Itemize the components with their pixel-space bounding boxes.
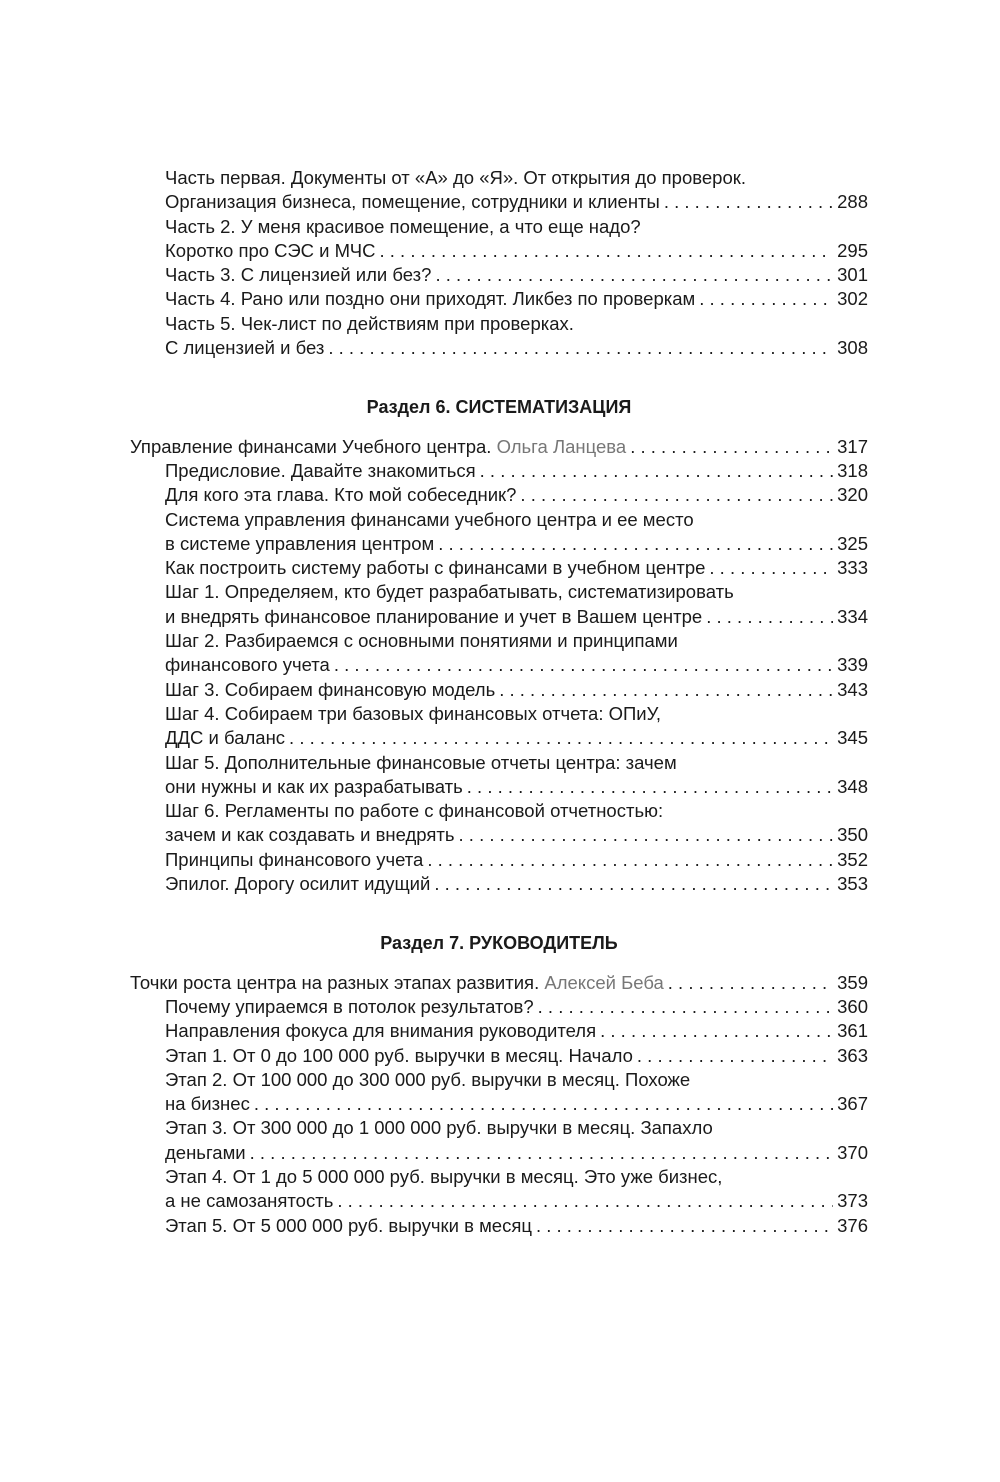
page-number: 370 [837, 1141, 868, 1163]
entry-text: Шаг 1. Определяем, кто будет разрабатывать, систематизировать [165, 581, 734, 603]
chapter-author: Алексей Беба [544, 971, 664, 993]
page-number: 348 [837, 775, 868, 797]
entry-line [165, 1165, 868, 1189]
chapter-entry[interactable] [130, 971, 868, 995]
page-number: 352 [837, 848, 868, 870]
dot-leader [427, 848, 833, 872]
entry-text: Этап 1. От 0 до 100 000 руб. выручки в месяц. Начало [165, 1044, 633, 1066]
entry-line [165, 1044, 868, 1068]
dot-leader [334, 653, 833, 677]
entry-text: Система управления финансами учебного центра и ее место [165, 508, 694, 530]
entry-text: Эпилог. Дорогу осилит идущий [165, 873, 431, 895]
dot-leader [668, 971, 833, 995]
section-6-heading: Раздел 6. СИСТЕМАТИЗАЦИЯ [366, 397, 632, 418]
dot-leader [289, 726, 833, 750]
entry-text: на бизнес [165, 1093, 250, 1115]
toc-entry[interactable] [130, 1044, 868, 1068]
chapter-title: Управление финансами Учебного центра. [130, 435, 492, 457]
dot-leader [709, 556, 833, 580]
toc-entry[interactable] [130, 580, 868, 629]
toc-entry[interactable] [130, 1116, 868, 1165]
entry-line [165, 605, 868, 629]
page-number: 353 [837, 873, 868, 895]
entry-text: Шаг 6. Регламенты по работе с финансовой отчетностью: [165, 800, 664, 822]
dot-leader [706, 605, 833, 629]
dot-leader [536, 1214, 833, 1238]
entry-line [165, 580, 868, 604]
dot-leader [467, 775, 833, 799]
toc-entry[interactable] [130, 1214, 868, 1238]
toc-entry[interactable] [130, 995, 868, 1019]
entry-text: и внедрять финансовое планирование и учет в Вашем центре [165, 605, 703, 627]
entry-line [165, 263, 868, 287]
page-number: 318 [837, 459, 868, 481]
dot-leader [459, 823, 834, 847]
page-number: 333 [837, 557, 868, 579]
entry-line [165, 1141, 868, 1165]
entry-text: Принципы финансового учета [165, 848, 424, 870]
section-7-entries [130, 995, 868, 1238]
entry-text: Как построить систему работы с финансами в учебном центре [165, 557, 706, 579]
entry-line [165, 215, 868, 239]
toc-entry[interactable] [130, 1019, 868, 1043]
entry-line [165, 1116, 868, 1140]
dot-leader [600, 1019, 833, 1043]
section-6-entries [130, 459, 868, 896]
toc-entry[interactable] [130, 1165, 868, 1214]
page-number: 295 [837, 239, 868, 261]
entry-line [165, 726, 868, 750]
page-number: 343 [837, 678, 868, 700]
entry-line [165, 995, 868, 1019]
entry-text: Коротко про СЭС и МЧС [165, 239, 376, 261]
entry-line [165, 653, 868, 677]
entry-line [165, 678, 868, 702]
entry-line [165, 459, 868, 483]
toc-entry[interactable] [130, 556, 868, 580]
entry-line [165, 239, 868, 263]
toc-entry[interactable] [130, 629, 868, 678]
toc-entry[interactable] [130, 263, 868, 287]
entry-text: Предисловие. Давайте знакомиться [165, 459, 476, 481]
chapter-entry[interactable] [130, 435, 868, 459]
entry-line [165, 287, 868, 311]
chapter-author: Ольга Ланцева [496, 435, 627, 457]
dot-leader [699, 287, 833, 311]
toc-entry[interactable] [130, 1068, 868, 1117]
entry-text: финансового учета [165, 654, 330, 676]
entry-line [165, 1092, 868, 1116]
entry-line [165, 166, 868, 190]
entry-text: Почему упираемся в потолок результатов? [165, 995, 534, 1017]
page-number: 373 [837, 1190, 868, 1212]
dot-leader [630, 435, 833, 459]
entry-text: Шаг 5. Дополнительные финансовые отчеты центра: зачем [165, 751, 677, 773]
page-number: 302 [837, 288, 868, 310]
page-number: 339 [837, 654, 868, 676]
entry-line [165, 483, 868, 507]
entry-text: в системе управления центром [165, 532, 435, 554]
page-number: 367 [837, 1093, 868, 1115]
page-number: 325 [837, 532, 868, 554]
entry-text: Организация бизнеса, помещение, сотрудники и клиенты [165, 191, 660, 213]
dot-leader [435, 263, 833, 287]
entry-text: Этап 2. От 100 000 до 300 000 руб. выручки в месяц. Похоже [165, 1068, 691, 1090]
entry-text: Шаг 4. Собираем три базовых финансовых отчета: ОПиУ, [165, 702, 662, 724]
entry-text: С лицензией и без [165, 337, 325, 359]
dot-leader [637, 1044, 833, 1068]
page-number: 359 [837, 971, 868, 993]
entry-line [165, 1068, 868, 1092]
dot-leader [438, 532, 833, 556]
page-number: 376 [837, 1214, 868, 1236]
entry-text: Для кого эта глава. Кто мой собеседник? [165, 484, 517, 506]
toc-entry[interactable] [130, 215, 868, 264]
entry-text: Направления фокуса для внимания руководителя [165, 1020, 597, 1042]
toc-entry[interactable] [130, 312, 868, 361]
entry-line [165, 1019, 868, 1043]
toc-entry[interactable] [130, 848, 868, 872]
dot-leader [434, 872, 833, 896]
page-number: 360 [837, 995, 868, 1017]
page-number: 363 [837, 1044, 868, 1066]
section-7-heading: Раздел 7. РУКОВОДИТЕЛЬ [380, 933, 618, 954]
dot-leader [520, 483, 833, 507]
entry-text: Часть 4. Рано или поздно они приходят. Ликбез по проверкам [165, 288, 696, 310]
page-number: 308 [837, 337, 868, 359]
dot-leader [250, 1141, 834, 1165]
toc-entry[interactable] [130, 483, 868, 507]
entry-text: а не самозанятость [165, 1190, 334, 1212]
entry-text: Часть 5. Чек-лист по действиям при проверках. [165, 312, 574, 334]
entry-text: деньгами [165, 1141, 246, 1163]
toc-entry[interactable] [130, 799, 868, 848]
entry-line [165, 872, 868, 896]
entry-line [165, 312, 868, 336]
entry-line [165, 751, 868, 775]
entry-text: Часть первая. Документы от «А» до «Я». От открытия до проверок. [165, 167, 746, 188]
toc-entry[interactable] [130, 751, 868, 800]
entry-text: ДДС и баланс [165, 727, 286, 749]
page-number: 345 [837, 727, 868, 749]
entry-line [165, 629, 868, 653]
dot-leader [538, 995, 833, 1019]
dot-leader [337, 1189, 833, 1213]
toc-entry[interactable] [130, 872, 868, 896]
table-of-contents [130, 166, 868, 1238]
dot-leader [664, 190, 833, 214]
entry-line [165, 556, 868, 580]
page-number: 361 [837, 1020, 868, 1042]
page-number: 334 [837, 605, 868, 627]
entry-line [165, 336, 868, 360]
entry-line [165, 532, 868, 556]
entry-text: Часть 3. С лицензией или без? [165, 264, 432, 286]
part5-entries [130, 166, 868, 360]
entry-text: зачем и как создавать и внедрять [165, 824, 455, 846]
entry-line [165, 775, 868, 799]
page-number: 350 [837, 824, 868, 846]
dot-leader [480, 459, 833, 483]
entry-text: Этап 4. От 1 до 5 000 000 руб. выручки в месяц. Это уже бизнес, [165, 1165, 723, 1187]
dot-leader [499, 678, 833, 702]
entry-line [165, 1214, 868, 1238]
entry-line [165, 702, 868, 726]
entry-text: Часть 2. У меня красивое помещение, а что еще надо? [165, 215, 641, 237]
toc-entry[interactable] [130, 459, 868, 483]
page-number: 288 [837, 191, 868, 213]
entry-line [165, 190, 868, 214]
page-number: 320 [837, 484, 868, 506]
dot-leader [328, 336, 833, 360]
page-number: 317 [837, 435, 868, 457]
toc-entry[interactable] [130, 702, 868, 751]
entry-text: Шаг 3. Собираем финансовую модель [165, 678, 496, 700]
page-number: 301 [837, 264, 868, 286]
toc-entry[interactable] [130, 287, 868, 311]
entry-text: Шаг 2. Разбираемся с основными понятиями и принципами [165, 630, 678, 652]
dot-leader [380, 239, 834, 263]
entry-line [165, 848, 868, 872]
dot-leader [254, 1092, 833, 1116]
entry-text: Этап 3. От 300 000 до 1 000 000 руб. выручки в месяц. Запахло [165, 1117, 713, 1139]
entry-line [165, 799, 868, 823]
entry-line [165, 823, 868, 847]
entry-line [165, 508, 868, 532]
toc-entry[interactable] [130, 678, 868, 702]
entry-text: они нужны и как их разрабатывать [165, 775, 463, 797]
toc-entry[interactable] [130, 166, 868, 215]
chapter-title: Точки роста центра на разных этапах развития. [130, 971, 540, 993]
entry-line [165, 1189, 868, 1213]
entry-text: Этап 5. От 5 000 000 руб. выручки в месяц [165, 1214, 532, 1236]
toc-entry[interactable] [130, 508, 868, 557]
